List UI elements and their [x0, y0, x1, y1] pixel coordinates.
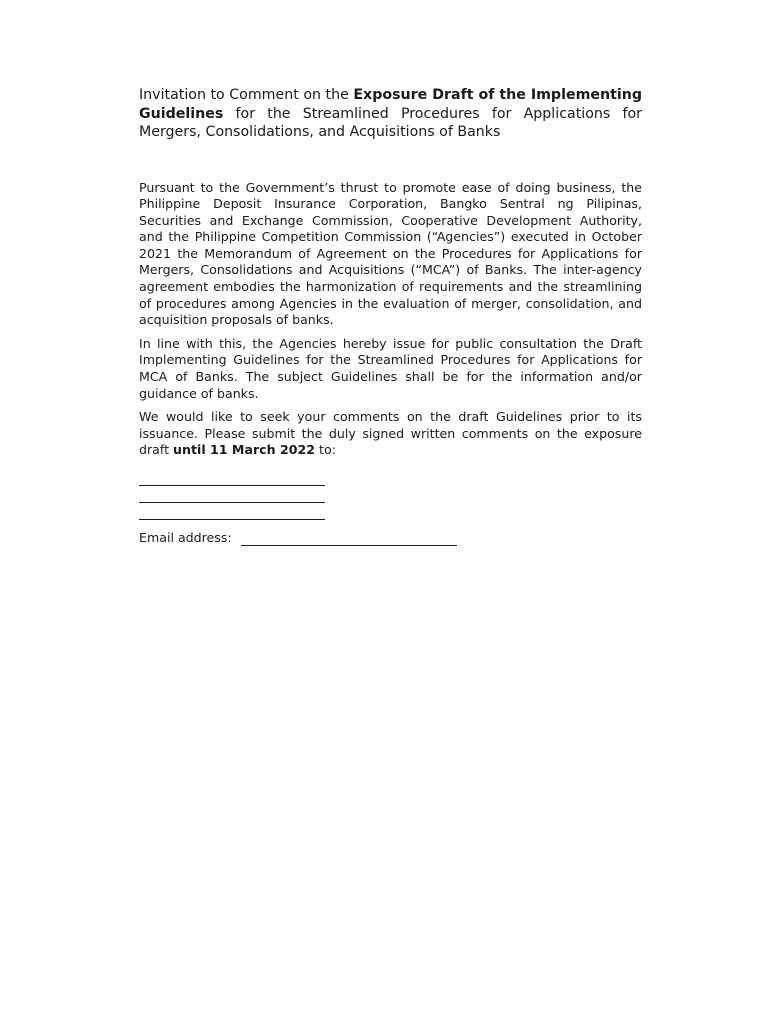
recipient-blank-line-1: [139, 471, 325, 486]
paragraph-consultation: In line with this, the Agencies hereby issue for public consultation the Draft Implementing Guidelines for the Streamlined Procedures for Applications for MCA of Banks. The subject Guidelines shall be for the information and/or guidance of banks.: [139, 335, 642, 401]
email-label: Email address:: [139, 530, 232, 545]
email-row: [139, 530, 642, 546]
paragraph-request: [139, 409, 642, 459]
recipient-blank-line-3: [139, 505, 325, 520]
request-suffix: to:: [315, 442, 336, 458]
document-title: [139, 86, 642, 142]
title-suffix: for the Streamlined Procedures for Applications for Mergers, Consolidations, and Acquisitions of Banks: [139, 105, 642, 140]
title-prefix: Invitation to Comment on the: [139, 87, 354, 103]
email-blank-line: [241, 531, 457, 546]
request-prefix: We would like to seek your comments on the draft Guidelines prior to its issuance. Please submit the duly signed written comments on the exposure draft: [139, 409, 642, 458]
recipient-blank-line-2: [139, 488, 325, 503]
deadline-text: until 11 March 2022: [173, 442, 316, 458]
paragraph-background: Pursuant to the Government’s thrust to promote ease of doing business, the Philippine Deposit Insurance Corporation, Bangko Sentral ng Pilipinas, Securities and Exchange Commission, Cooperative Development Authority, and the Philippine Competition Commission (“Agencies”) executed in October 2021 the Memorandum of Agreement on the Procedures for Applications for Mergers, Consolidations and Acquisitions (“MCA”) of Banks. The inter-agency agreement embodies the harmonization of requirements and the streamlining of procedures among Agencies in the evaluation of merger, consolidation, and acquisition proposals of banks.: [139, 179, 642, 328]
recipient-blanks: [139, 471, 642, 520]
document-page: [139, 86, 642, 546]
title-bold: Exposure Draft of the Implementing Guidelines: [139, 87, 642, 122]
